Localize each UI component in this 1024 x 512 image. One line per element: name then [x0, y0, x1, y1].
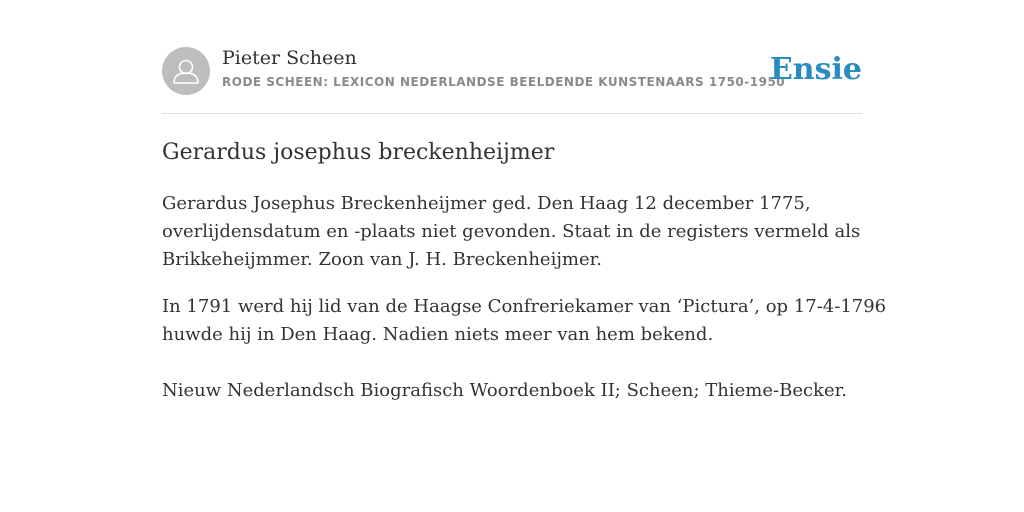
article-title: Gerardus josephus breckenheijmer: [162, 140, 555, 165]
paragraph-line: In 1791 werd hij lid van de Haagse Confreriekamer van ‘Pictura’, op 17-4-1796: [162, 296, 887, 317]
user-icon: [162, 47, 210, 95]
paragraph-line: overlijdensdatum en -plaats niet gevonden. Staat in de registers vermeld als: [162, 221, 861, 242]
header-divider: [162, 113, 862, 114]
article-paragraph-2: [162, 293, 887, 349]
paragraph-line: Gerardus Josephus Breckenheijmer ged. Den Haag 12 december 1775,: [162, 193, 811, 214]
paragraph-line: Brikkeheijmmer. Zoon van J. H. Breckenheijmer.: [162, 249, 602, 270]
source-name[interactable]: RODE SCHEEN: LEXICON NEDERLANDSE BEELDENDE KUNSTENAARS 1750-1950: [222, 75, 786, 89]
author-name[interactable]: Pieter Scheen: [222, 47, 357, 69]
ensie-logo[interactable]: Ensie: [769, 52, 862, 87]
sources-line: Nieuw Nederlandsch Biografisch Woordenboek II; Scheen; Thieme-Becker.: [162, 380, 847, 401]
paragraph-line: huwde hij in Den Haag. Nadien niets meer van hem bekend.: [162, 324, 714, 345]
article-sources: [162, 377, 862, 405]
author-avatar[interactable]: [162, 47, 210, 95]
article-paragraph-1: [162, 190, 862, 274]
article-header: [162, 46, 862, 96]
